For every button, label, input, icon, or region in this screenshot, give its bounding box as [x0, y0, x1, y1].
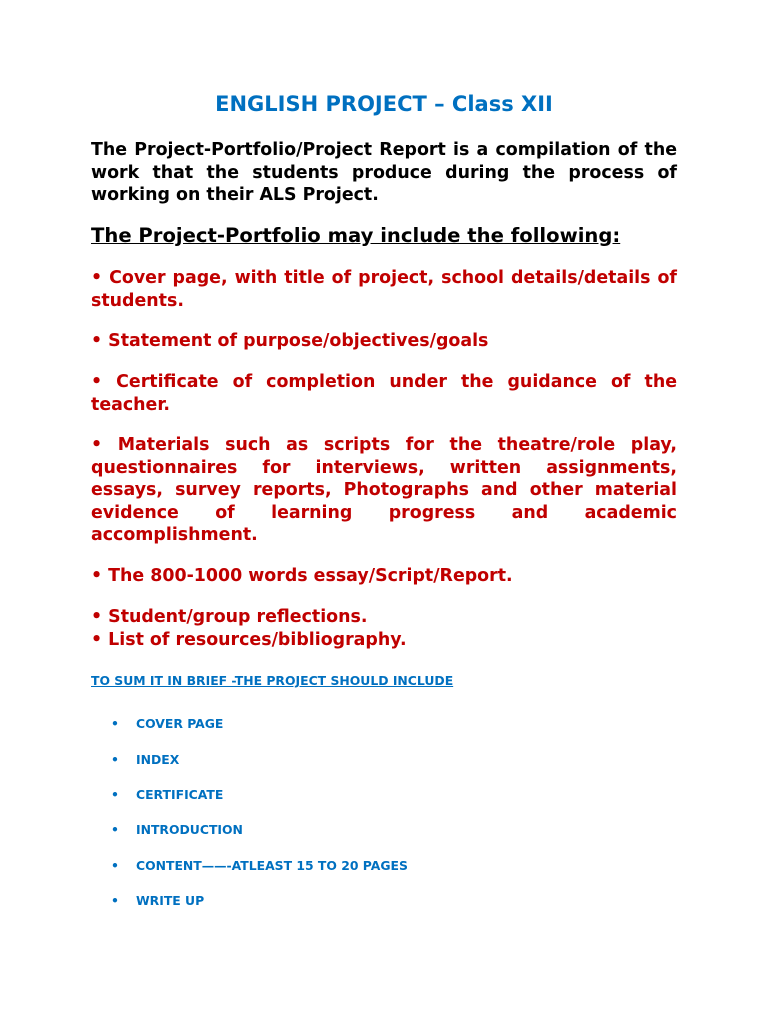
- summary-heading: TO SUM IT IN BRIEF -THE PROJECT SHOULD INCLUDE: [91, 673, 454, 688]
- bullet-icon: •: [111, 858, 119, 873]
- portfolio-item-statement: • Statement of purpose/objectives/goals: [91, 331, 489, 351]
- portfolio-item-cover-page: • Cover page, with title of project, school details/details of students.: [91, 268, 677, 311]
- summary-item-label: COVER PAGE: [136, 716, 224, 731]
- summary-item-label: INTRODUCTION: [136, 822, 243, 837]
- summary-item-label: INDEX: [136, 752, 180, 767]
- bullet-icon: •: [111, 787, 119, 802]
- summary-item-label: CERTIFICATE: [136, 787, 224, 802]
- summary-item-content: [111, 858, 408, 873]
- summary-item-cover-page: [111, 716, 223, 731]
- portfolio-item-essay: • The 800-1000 words essay/Script/Report.: [91, 566, 513, 586]
- bullet-icon: •: [111, 822, 119, 837]
- summary-item-introduction: [111, 822, 243, 837]
- summary-item-write-up: [111, 893, 204, 908]
- portfolio-subheading: The Project-Portfolio may include the following:: [91, 224, 621, 247]
- summary-item-label: WRITE UP: [136, 893, 205, 908]
- portfolio-item-reflections: • Student/group reflections.: [91, 607, 368, 627]
- portfolio-item-certificate: • Certificate of completion under the guidance of the teacher.: [91, 372, 677, 415]
- summary-item-certificate: [111, 787, 223, 802]
- bullet-icon: •: [111, 893, 119, 908]
- page-title: ENGLISH PROJECT – Class XII: [215, 92, 553, 116]
- intro-paragraph: The Project-Portfolio/Project Report is a compilation of the work that the students produce during the process of working on their ALS Project.: [91, 140, 677, 205]
- portfolio-item-materials: • Materials such as scripts for the theatre/role play, questionnaires for interviews, written assignments, essays, survey reports, Photographs and other material evidence of learning progress and academic accomplishment.: [91, 435, 677, 545]
- summary-item-label: CONTENT——-ATLEAST 15 TO 20 PAGES: [136, 858, 408, 873]
- bullet-icon: •: [111, 752, 119, 767]
- portfolio-item-bibliography: • List of resources/bibliography.: [91, 630, 407, 650]
- bullet-icon: •: [111, 716, 119, 731]
- summary-item-index: [111, 752, 179, 767]
